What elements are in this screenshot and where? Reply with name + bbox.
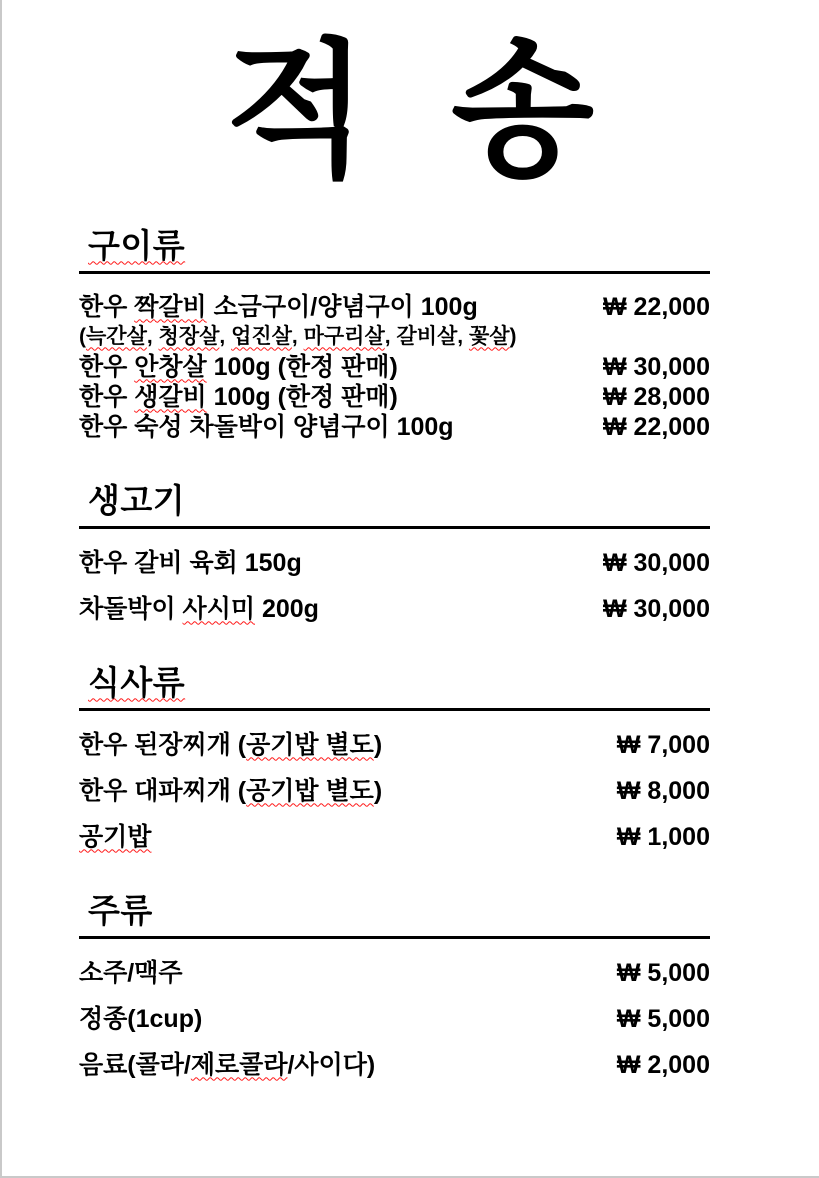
menu-section bbox=[79, 226, 710, 442]
menu-item-price: ₩ 7,000 bbox=[616, 730, 710, 759]
text-segment: ) bbox=[373, 730, 383, 759]
menu-item-name bbox=[79, 822, 151, 852]
text-segment: ) bbox=[509, 324, 517, 348]
menu-item-row bbox=[79, 1050, 710, 1080]
menu-item-row bbox=[79, 548, 710, 578]
menu-section bbox=[79, 663, 710, 852]
text-segment: 한우 갈비 육회 150g bbox=[79, 548, 302, 577]
text-segment: /사이다) bbox=[287, 1050, 376, 1079]
text-segment: 정종(1cup) bbox=[79, 1004, 203, 1033]
menu-item-price: ₩ 5,000 bbox=[616, 958, 710, 987]
text-segment: ( bbox=[79, 324, 86, 348]
menu-section bbox=[79, 891, 710, 1080]
menu-item-price: ₩ 30,000 bbox=[602, 352, 710, 381]
section-divider bbox=[79, 936, 710, 939]
menu-item-price: ₩ 1,000 bbox=[616, 822, 710, 851]
text-segment: 한우 숙성 차돌박이 양념구이 100g bbox=[79, 412, 454, 441]
text-segment: 음료(콜라/ bbox=[79, 1050, 191, 1079]
section-divider bbox=[79, 708, 710, 711]
section-heading bbox=[79, 481, 710, 519]
text-segment: 소금구이/양념구이 100g bbox=[206, 292, 478, 321]
menu-content bbox=[2, 226, 819, 1080]
menu-item-name bbox=[79, 1050, 375, 1080]
text-segment: ) bbox=[373, 776, 383, 805]
menu-item-row bbox=[79, 1004, 710, 1034]
misspelled-text: 안창살 bbox=[134, 352, 207, 381]
text-segment: 100g (한정 판매) bbox=[206, 382, 398, 411]
text-segment: 한우 bbox=[79, 382, 135, 411]
section-rows bbox=[79, 730, 710, 852]
menu-item-price: ₩ 22,000 bbox=[602, 292, 710, 321]
menu-item-name bbox=[79, 594, 319, 624]
menu-item-price: ₩ 30,000 bbox=[602, 548, 710, 577]
menu-item-row bbox=[79, 322, 710, 352]
misspelled-text: 식사류 bbox=[88, 663, 186, 701]
menu-item-row bbox=[79, 594, 710, 624]
section-heading bbox=[79, 891, 710, 929]
misspelled-text: 업진살 bbox=[231, 324, 292, 348]
menu-item-name bbox=[79, 382, 398, 412]
text-segment: 소주/맥주 bbox=[79, 958, 183, 987]
menu-item-row bbox=[79, 382, 710, 412]
misspelled-text: 공기밥 별도 bbox=[246, 730, 374, 759]
text-segment: , bbox=[146, 324, 159, 348]
menu-item-row bbox=[79, 412, 710, 442]
menu-item-name bbox=[79, 548, 302, 578]
text-segment: , bbox=[291, 324, 304, 348]
menu-item-name bbox=[79, 322, 517, 352]
menu-item-price: ₩ 22,000 bbox=[602, 412, 710, 441]
text-segment: 100g (한정 판매) bbox=[206, 352, 398, 381]
text-segment: 생고기 bbox=[88, 481, 186, 519]
section-divider bbox=[79, 271, 710, 274]
section-heading bbox=[79, 663, 710, 701]
menu-item-row bbox=[79, 730, 710, 760]
text-segment: , 갈비살, bbox=[384, 324, 469, 348]
menu-item-price: ₩ 5,000 bbox=[616, 1004, 710, 1033]
menu-section bbox=[79, 481, 710, 624]
text-segment: 주류 bbox=[88, 891, 153, 929]
section-heading bbox=[79, 226, 710, 264]
menu-item-price: ₩ 28,000 bbox=[602, 382, 710, 411]
section-rows bbox=[79, 548, 710, 624]
misspelled-text: 제로콜라 bbox=[190, 1050, 288, 1079]
menu-item-name bbox=[79, 292, 478, 322]
section-rows bbox=[79, 958, 710, 1080]
menu-item-row bbox=[79, 958, 710, 988]
menu-item-name bbox=[79, 958, 183, 988]
text-segment: 한우 된장찌개 ( bbox=[79, 730, 247, 759]
misspelled-text: 늑간살 bbox=[86, 324, 147, 348]
misspelled-text: 공기밥 bbox=[79, 822, 152, 851]
text-segment: 한우 bbox=[79, 292, 135, 321]
menu-item-price: ₩ 8,000 bbox=[616, 776, 710, 805]
menu-item-price: ₩ 30,000 bbox=[602, 594, 710, 623]
misspelled-text: 마구리살 bbox=[303, 324, 385, 348]
menu-item-name bbox=[79, 412, 454, 442]
section-rows bbox=[79, 292, 710, 442]
menu-item-name bbox=[79, 730, 382, 760]
text-segment: 한우 bbox=[79, 352, 135, 381]
menu-item-row bbox=[79, 292, 710, 322]
misspelled-text: 꽃살 bbox=[468, 324, 510, 348]
page-title: 적 송 bbox=[224, 29, 597, 194]
misspelled-text: 공기밥 별도 bbox=[246, 776, 374, 805]
menu-item-price: ₩ 2,000 bbox=[616, 1050, 710, 1079]
misspelled-text: 사시미 bbox=[182, 594, 255, 623]
menu-item-name bbox=[79, 1004, 202, 1034]
misspelled-text: 청장살 bbox=[158, 324, 220, 348]
text-segment: 차돌박이 bbox=[79, 594, 183, 623]
text-segment: 200g bbox=[255, 594, 319, 623]
menu-item-row bbox=[79, 776, 710, 806]
menu-item-row bbox=[79, 352, 710, 382]
section-divider bbox=[79, 526, 710, 529]
menu-item-name bbox=[79, 776, 382, 806]
menu-item-row bbox=[79, 822, 710, 852]
misspelled-text: 짝갈비 bbox=[134, 292, 207, 321]
text-segment: , bbox=[219, 324, 232, 348]
menu-item-name bbox=[79, 352, 398, 382]
misspelled-text: 생갈비 bbox=[134, 382, 207, 411]
text-segment: 한우 대파찌개 ( bbox=[79, 776, 247, 805]
misspelled-text: 구이류 bbox=[88, 226, 186, 264]
